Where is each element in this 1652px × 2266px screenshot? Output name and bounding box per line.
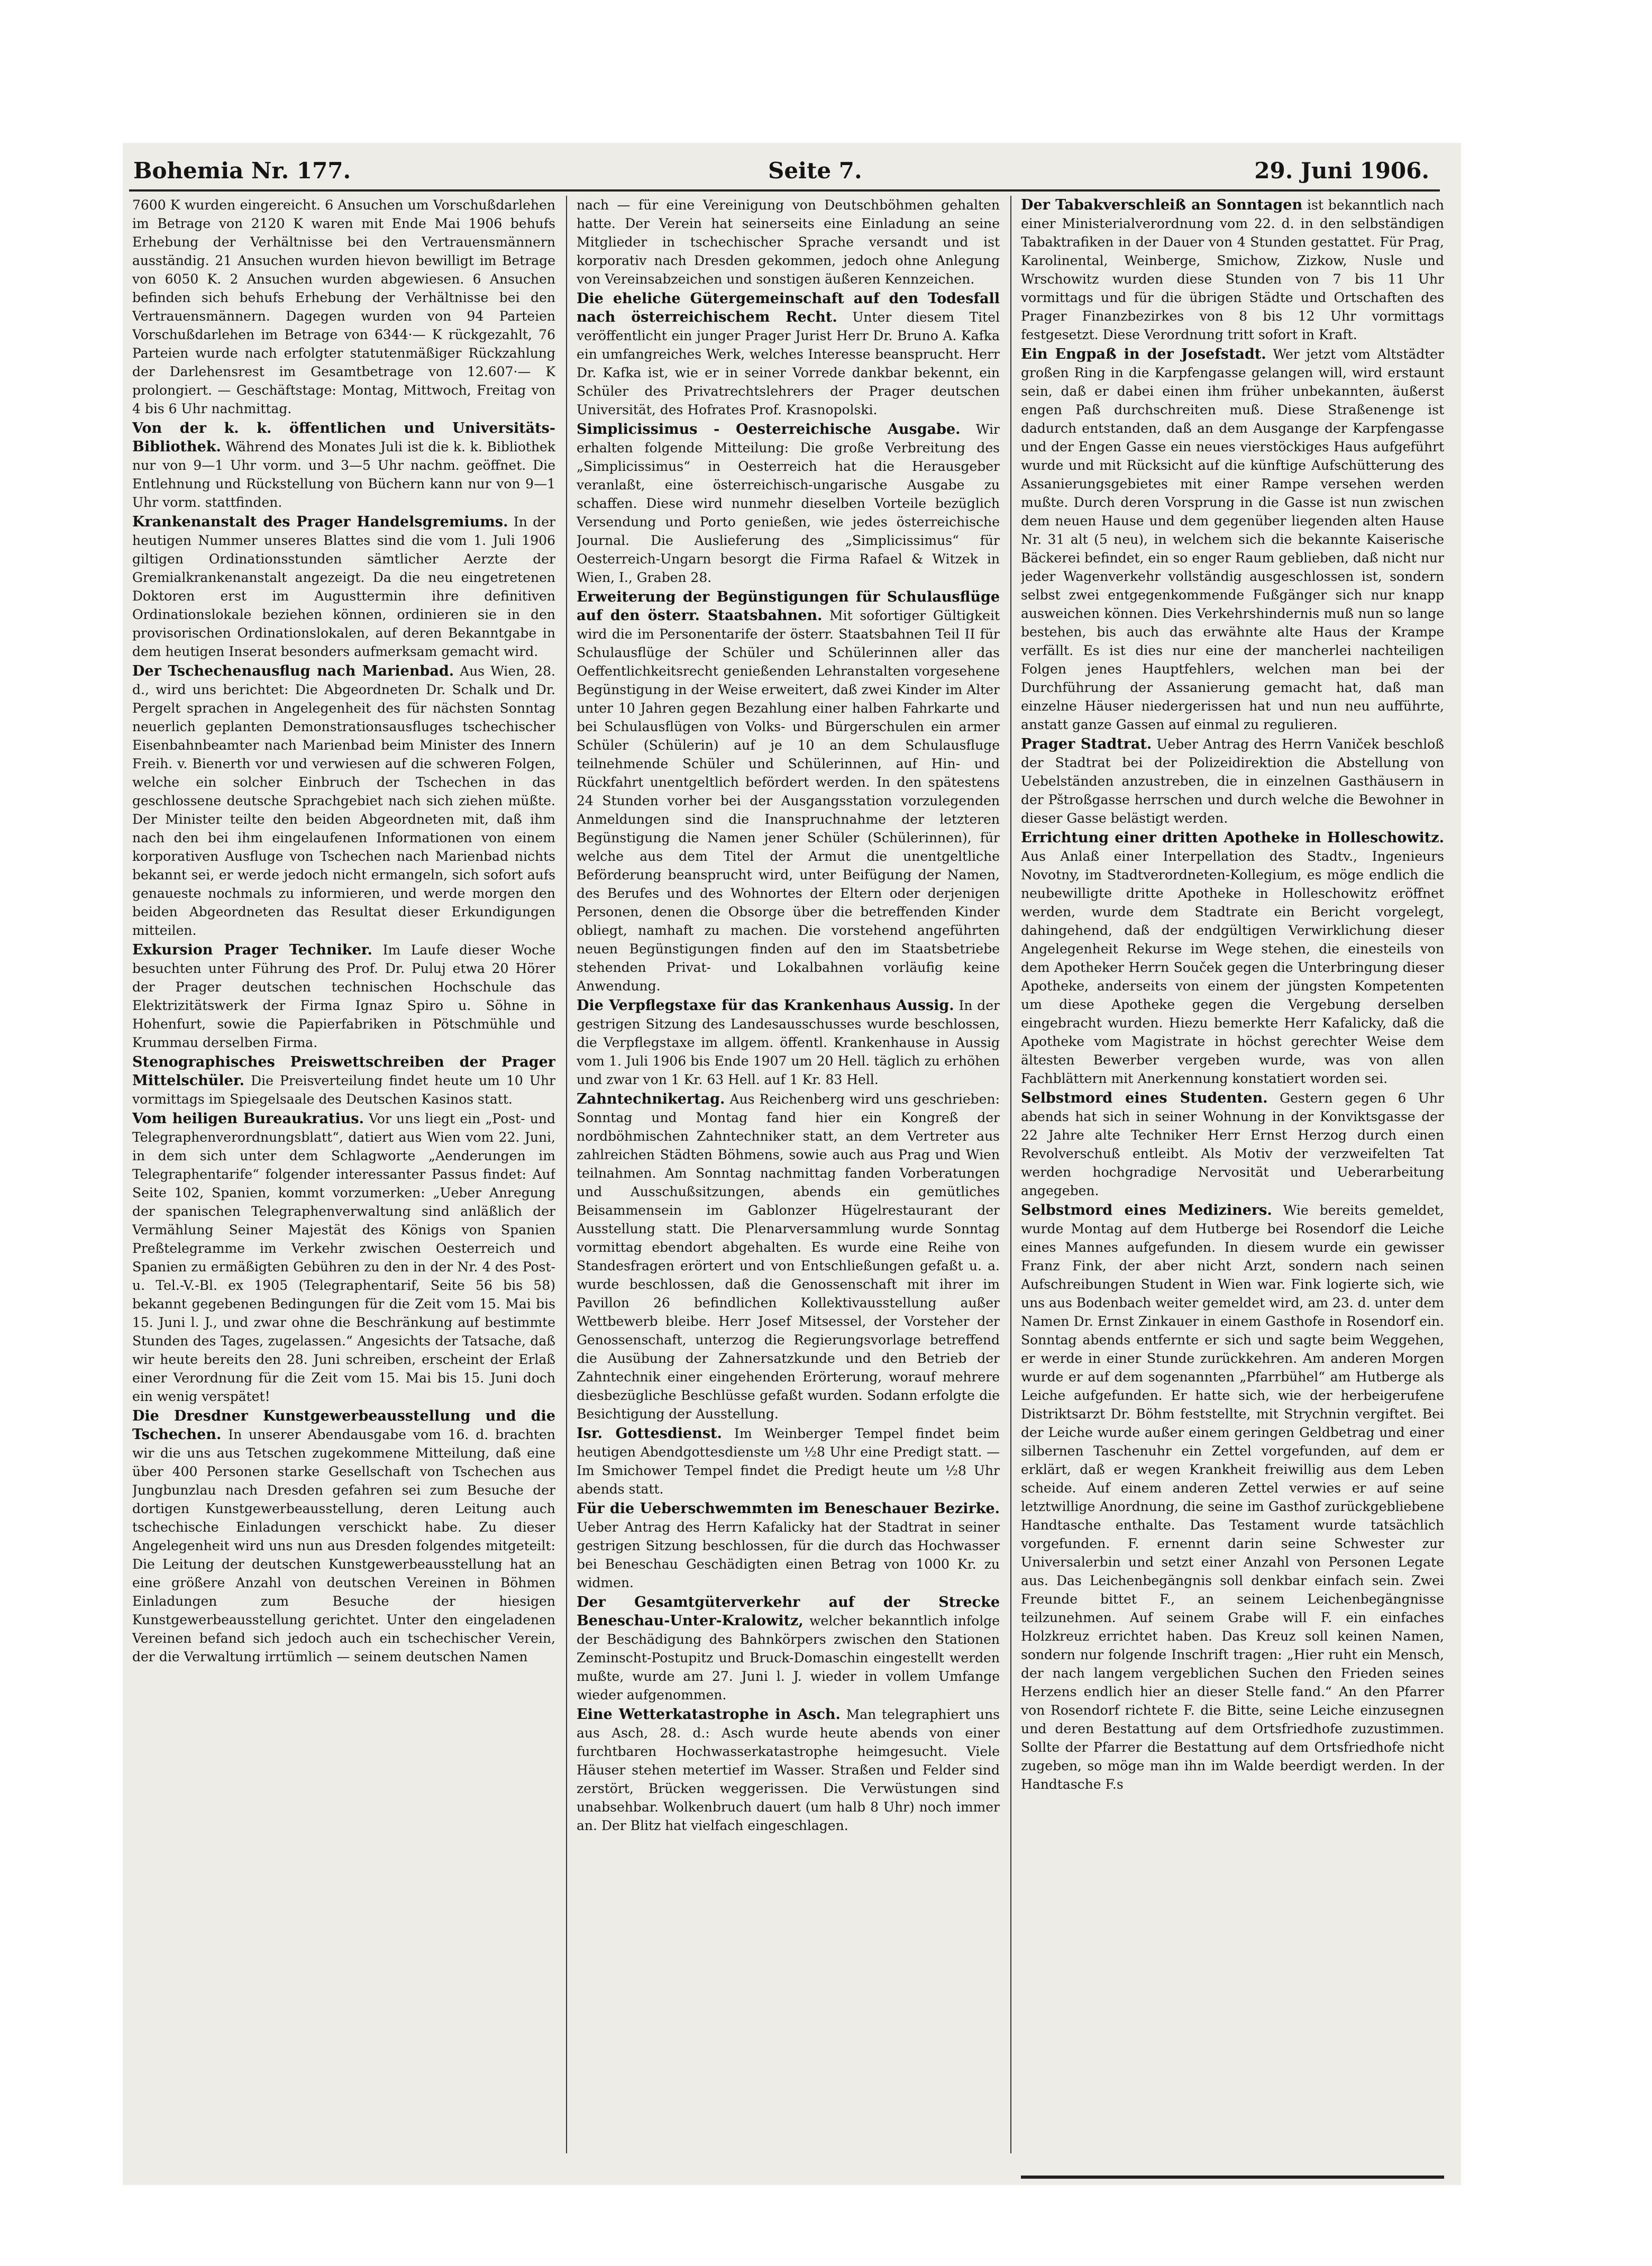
article <box>577 1424 1000 1498</box>
article-headline: Vom heiligen Bureaukratius. <box>132 1111 364 1127</box>
article <box>577 1090 1000 1423</box>
article-body: ist bekanntlich nach einer Ministerialverordnung vom 22. d. in den selbständigen Tabaktrafiken in der Dauer von 4 Stunden gestattet. Für Prag, Karolinental, Weinberge, Smichow, Zizkow, Nusle und Wrschowitz wurden diese Stunden von 7 bis 11 Uhr vormittags und für die übrigen Städte und Ortschaften des Prager Finanzbezirkes von 8 bis 12 Uhr vormittags festgesetzt. Diese Verordnung tritt sofort in Kraft. <box>1021 197 1444 342</box>
column-1 <box>132 196 555 2164</box>
article-body: In der heutigen Nummer unseres Blattes sind die vom 1. Juli 1906 giltigen Ordinationsstunden sämtlicher Aerzte der Gremialkrankenanstalt angezeigt. Da die neu eingetretenen Doktoren erst im Augusttermin ihre definitiven Ordinationslokale beziehen können, ordinieren sie in den provisorischen Ordinationslokalen, auf deren Bekanntgabe in dem heutigen Inserat besonders aufmerksam gemacht wird. <box>132 514 555 659</box>
article-paragraph <box>577 196 1000 288</box>
article-paragraph <box>577 1090 1000 1423</box>
article <box>1021 829 1444 1088</box>
article <box>1021 735 1444 827</box>
page-number: Seite 7. <box>768 158 862 184</box>
column-divider <box>1010 196 1011 2153</box>
article-body: Mit sofortiger Gültigkeit wird die im Personentarife der österr. Staatsbahnen Teil II für Schulausflüge der Schüler und Schülerinnen aller das Oeffentlichkeitsrecht genießenden Lehranstalten vorgesehene Begünstigung in der Weise erweitert, daß zwei Kinder im Alter unter 10 Jahren gegen Bezahlung einer halben Fahrkarte und bei Schulausflügen von Volks- und Bürgerschulen ein armer Schüler (Schülerin) auf je 10 an dem Schulausfluge teilnehmende Schüler und Schülerinnen, auf Hin- und Rückfahrt unentgeltlich befördert werden. In den spätestens 24 Stunden vorher bei der Ausgangsstation vorzulegenden Anmeldungen sind die Inanspruchnahme der letzteren Begünstigung die Namen jener Schüler (Schülerinnen), für welche aus dem Titel der Armut die unentgeltliche Beförderung beansprucht wird, unter Beifügung der Namen, des Berufes und des Wohnortes der Eltern oder derjenigen Personen, denen die Obsorge über die betreffenden Kinder obliegt, namhaft zu machen. Die vorstehend angeführten neuen Begünstigungen finden auf den im Staatsbetriebe stehenden Privat- und Lokalbahnen vorläufig keine Anwendung. <box>577 608 1000 994</box>
article-paragraph <box>1021 735 1444 827</box>
article-body: In unserer Abendausgabe vom 16. d. brachten wir die uns aus Tetschen zugekommene Mitteilung, daß eine über 400 Personen starke Gesellschaft von Tschechen aus Jungbunzlau nach Dresden gefahren sei zum Besuche der dortigen Kunstgewerbeausstellung, deren Leitung auch tschechische Einladungen verschickt habe. Zu dieser Angelegenheit wird uns nun aus Dresden folgendes mitgeteilt: Die Leitung der deutschen Kunstgewerbeausstellung hat an eine größere Anzahl von deutschen Vereinen in Böhmen Einladungen zum Besuche der hiesigen Kunstgewerbeausstellung gerichtet. Unter den eingeladenen Vereinen befand sich jedoch auch ein tschechischer Verein, der die Verwaltung irrtümlich — seinem deutschen Namen <box>132 1427 555 1664</box>
article <box>577 996 1000 1089</box>
article-body: welcher bekanntlich infolge der Beschädigung des Bahnkörpers zwischen den Stationen Zeminscht-Postupitz und Bruck-Domaschin eingestellt werden mußte, wurde am 27. Juni l. J. wieder in vollem Umfange wieder aufgenommen. <box>577 1613 1000 1703</box>
article-body: Ueber Antrag des Herrn Kafalicky hat der Stadtrat in seiner gestrigen Sitzung beschlossen, für die durch das Hochwasser bei Beneschau Geschädigten einen Betrag von 1000 Kr. zu widmen. <box>577 1519 1000 1590</box>
article <box>577 420 1000 587</box>
article <box>577 196 1000 288</box>
article-body: Wie bereits gemeldet, wurde Montag auf dem Hutberge bei Rosendorf die Leiche eines Mannes aufgefunden. In diesem wurde ein gewisser Franz Fink, der aber nicht Arzt, sondern nach seinen Aufschreibungen Student in Wien war. Fink logierte sich, wie uns aus Bodenbach weiter gemeldet wird, am 23. d. unter dem Namen Dr. Ernst Zinkauer in einem Gasthofe in Rosendorf ein. Sonntag abends entfernte er sich und sagte beim Weggehen, er werde in einer Stunde zurückkehren. Am anderen Morgen wurde er auf dem sogenannten „Pfarrbühel“ am Hutberge als Leiche aufgefunden. Er hatte sich, wie der herbeigerufene Distriktsarzt Dr. Böhm feststellte, mit Strychnin vergiftet. Bei der Leiche wurde außer einem geringen Geldbetrag und einer silbernen Taschenuhr ein Zettel vorgefunden, auf dem er erklärt, daß er wegen Krankheit freiwillig aus dem Leben scheide. Auf einem anderen Zettel verwies er auf seine letztwillige Anordnung, die seine im Gasthof zurückgebliebene Handtasche enthalte. Das Testament wurde tatsächlich vorgefunden. F. ernennt darin seine Schwester zur Universalerbin und setzt einer Anzahl von Personen Legate aus. Das Leichenbegängnis soll denkbar einfach sein. Zwei Freunde bittet F., an seinem Leichenbegängnisse teilzunehmen. Auf seinem Grabe will F. ein einfaches Holzkreuz errichtet haben. Das Kreuz soll keinen Namen, sondern nur folgende Inschrift tragen: „Hier ruht ein Mensch, der nach langem vergeblichen Suchen den Frieden seines Herzens endlich hier an dieser Stelle fand.“ An den Pfarrer von Rosendorf richtete F. die Bitte, seine Leiche einzusegnen und deren Bestattung auf dem Ortsfriedhofe zuzustimmen. Sollte der Pfarrer die Bestattung auf dem Ortsfriedhofe nicht zugeben, so möge man ihn im Walde beerdigt werden. In der Handtasche F.s <box>1021 1203 1444 1792</box>
column-3 <box>1021 196 1444 2164</box>
article-body: Gestern gegen 6 Uhr abends hat sich in seiner Wohnung in der Konviktsgasse der 22 Jahre alte Techniker Herr Ernst Herzog durch einen Revolverschuß entleibt. Als Motiv der verzweifelten Tat werden hochgradige Nervosität und Ueberarbeitung angegeben. <box>1021 1090 1444 1198</box>
article-headline: Stenographisches Preiswettschreiben der Prager Mittelschüler. <box>132 1054 555 1089</box>
article-headline: Für die Ueberschwemmten im Beneschauer Bezirke. <box>577 1500 1000 1517</box>
article-headline: Isr. Gottesdienst. <box>577 1425 722 1442</box>
article-headline: Von der k. k. öffentlichen und Universitäts-Bibliothek. <box>132 420 555 455</box>
article-body: Wer jetzt vom Altstädter großen Ring in die Karpfengasse gelangen will, wird erstaunt sein, daß er dabei einen ihm früher unbekannten, äußerst engen Paß durchschreiten muß. Diese Straßenenge ist dadurch entstanden, daß an dem Ausgange der Karpfengasse und der Engen Gasse ein neues vierstöckiges Haus aufgeführt wurde und mit Rücksicht auf die künftige Aufschütterung des Assanierungsgebietes mit einer Rampe versehen werden mußte. Durch deren Vorsprung in die Gasse ist nun zwischen dem neuen Hause und dem gegenüber liegenden alten Hause Nr. 31 alt (5 neu), in welchem sich die bekannte Kaiserische Bäckerei befindet, ein so enger Raum geblieben, daß nicht nur jeder Wagenverkehr vollständig ausgeschlossen ist, sondern selbst zwei entgegenkommende Fußgänger sich nur knapp ausweichen können. Dies Verkehrshindernis muß nun so lange bestehen, bis auch das erwähnte alte Haus der Krampe verfällt. Es ist dies nur eine der mancherlei nachteiligen Folgen jenes Hauptfehlers, welchen man bei der Durchführung der Assanierung gemacht hat, daß man einzelne Häuser niedergerissen hat und nun neu aufführte, anstatt ganze Gassen auf einmal zu regulieren. <box>1021 347 1444 732</box>
article-headline: Der Tabakverschleiß an Sonntagen <box>1021 197 1303 213</box>
article-paragraph <box>1021 196 1444 344</box>
article <box>577 1705 1000 1835</box>
article <box>1021 196 1444 344</box>
article <box>1021 1089 1444 1200</box>
article-headline: Exkursion Prager Techniker. <box>132 942 372 958</box>
article-headline: Erweiterung der Begünstigungen für Schulausflüge auf den österr. Staatsbahnen. <box>577 589 1000 624</box>
article-body: Man telegraphiert uns aus Asch, 28. d.: Asch wurde heute abends von einer furchtbaren Hochwasserkatastrophe heimgesucht. Viele Häuser stehen metertief im Wasser. Straßen und Felder sind zerstört, Brücken weggerissen. Die Verwüstungen sind unabsehbar. Wolkenbruch dauert (um halb 8 Uhr) noch immer an. Der Blitz hat vielfach eingeschlagen. <box>577 1707 1000 1833</box>
article-paragraph <box>132 1407 555 1666</box>
article-headline: Die eheliche Gütergemeinschaft auf den Todesfall nach österreichischem Recht. <box>577 290 1000 325</box>
article-paragraph <box>132 1109 555 1406</box>
article-paragraph <box>1021 1089 1444 1200</box>
article <box>132 662 555 940</box>
article-paragraph <box>1021 829 1444 1088</box>
page-header <box>123 152 1461 189</box>
article-body: 7600 K wurden eingereicht. 6 Ansuchen um Vorschußdarlehen im Betrage von 2120 K waren mit Ende Mai 1906 behufs Erhebung der Verhältnisse bei den Vertrauensmännern ausständig. 21 Ansuchen wurden hievon bewilligt im Betrage von 6050 K. 2 Ansuchen wurden abgewiesen. 6 Ansuchen befinden sich behufs Erhebung der Verhältnisse bei den Vertrauensmännern. Dagegen wurden von 94 Parteien Vorschußdarlehen im Betrage von 6344·— K rückgezahlt, 76 Parteien wurde nach erfolgter statutenmäßiger Rückzahlung der Darlehensrest im Gesamtbetrage von 12.607·— K prolongiert. — Geschäftstage: Montag, Mittwoch, Freitag von 4 bis 6 Uhr nachmittag. <box>132 197 555 416</box>
article-headline: Errichtung einer dritten Apotheke in Holleschowitz. <box>1021 830 1444 846</box>
article-paragraph <box>577 420 1000 587</box>
article-body: Vor uns liegt ein „Post- und Telegraphenverordnungsblatt“, datiert aus Wien vom 22. Juni, in dem sich unter dem Schlagworte „Aenderungen im Telegraphentarife“ folgender interessanter Passus findet: Auf Seite 102, Spanien, kommt vorzumerken: „Ueber Anregung der spanischen Telegraphenverwaltung sind anläßlich der Vermählung Seiner Majestät des Königs von Spanien Preßtelegramme im Verkehr zwischen Oesterreich und Spanien zu ermäßigten Gebühren zu den in der Nr. 4 des Post- u. Tel.-V.-Bl. ex 1905 (Telegraphentarif, Seite 56 bis 58) bekannt gegebenen Bedingungen für die Zeit vom 15. Mai bis 15. Juni l. J., und zwar ohne die Beschränkung auf bestimmte Stunden des Tages, zugelassen.“ Angesichts der Tatsache, daß wir heute bereits den 28. Juni schreiben, erscheint der Erlaß einer Verordnung für die Zeit vom 15. Mai bis 15. Juni doch ein wenig verspätet! <box>132 1111 555 1404</box>
article-paragraph <box>132 941 555 1052</box>
article-body: Aus Wien, 28. d., wird uns berichtet: Die Abgeordneten Dr. Schalk und Dr. Pergelt sprachen in Angelegenheit des für nächsten Sonntag neuerlich geplanten Demonstrationsausfluges tschechischer Eisenbahnbeamter nach Marienbad beim Minister des Innern Freih. v. Bienerth vor und verwiesen auf die schweren Folgen, welche ein solcher Einbruch der Tschechen in das geschlossene deutsche Sprachgebiet nach sich ziehen müßte. Der Minister teilte den beiden Abgeordneten mit, daß ihm nach den bei ihm eingelaufenen Informationen von einem korporativen Ausfluge von Tschechen nach Marienbad nichts bekannt sei, er werde jedoch nicht ermangeln, sich sofort aufs genaueste nochmals zu informieren, und werde morgen den beiden Abgeordneten das Resultat dieser Erkundigungen mitteilen. <box>132 663 555 938</box>
article-headline: Zahntechnikertag. <box>577 1091 725 1107</box>
article-paragraph <box>577 289 1000 419</box>
newspaper-page <box>123 143 1461 2185</box>
footer-rule <box>1021 2176 1444 2179</box>
article <box>132 1109 555 1406</box>
article-headline: Eine Wetterkatastrophe in Asch. <box>577 1706 841 1723</box>
article-paragraph <box>577 588 1000 995</box>
article <box>577 588 1000 995</box>
article-headline: Die Verpflegstaxe für das Krankenhaus Aussig. <box>577 997 954 1014</box>
article-paragraph <box>132 513 555 661</box>
article-body: Aus Reichenberg wird uns geschrieben: Sonntag und Montag fand hier ein Kongreß der nordböhmischen Zahntechniker statt, an dem Vertreter aus zahlreichen Städten Böhmens, sowie auch aus Prag und Wien teilnahmen. Am Sonntag nachmittag fanden Vorberatungen und Ausschußsitzungen, abends ein gemütliches Beisammensein im Gablonzer Hügelrestaurant der Ausstellung statt. Die Plenarversammlung wurde Sonntag vormittag ebendort abgehalten. Es wurde eine Reihe von Standesfragen erörtert und von Entschließungen gefaßt u. a. wurde beschlossen, daß die Genossenschaft mit ihrer im Pavillon 26 befindlichen Kollektivausstellung außer Wettbewerb bleibe. Herr Josef Mitsessel, der Vorsteher der Genossenschaft, unterzog die Regierungsvorlage betreffend die Ausübung der Zahnersatzkunde und den Betrieb der Zahntechnik einer eingehenden Erörterung, worauf mehrere diesbezügliche Beschlüsse gefaßt wurden. Sodann erfolgte die Besichtigung der Ausstellung. <box>577 1091 1000 1422</box>
article-paragraph <box>132 1053 555 1108</box>
article-body: In der gestrigen Sitzung des Landesausschusses wurde beschlossen, die Verpflegstaxe im allgem. öffentl. Krankenhause in Aussig vom 1. Juli 1906 bis Ende 1907 um 20 Hell. täglich zu erhöhen und zwar von 1 Kr. 63 Hell. auf 1 Kr. 83 Hell. <box>577 998 1000 1087</box>
column-divider <box>566 196 567 2153</box>
article <box>132 1053 555 1108</box>
article <box>577 1499 1000 1592</box>
masthead-issue: Bohemia Nr. 177. <box>133 158 351 184</box>
article-body: Aus Anlaß einer Interpellation des Stadtv., Ingenieurs Novotny, im Stadtverordneten-Kollegium, es möge endlich die neubewilligte dritte Apotheke in Holleschowitz eröffnet werden, wurde dem Stadtrate ein Bericht vorgelegt, dahingehend, daß der endgültigen Verwirklichung dieser Angelegenheit Rekurse im Wege stehen, die einesteils von dem Apotheker Herrn Souček gegen die Unterbringung dieser Apotheke, anderseits von einem der jüngsten Kompetenten um diese Apotheke gegen die Vergebung derselben eingebracht wurden. Hiezu bemerkte Herr Kafalicky, daß die Apotheke vom Magistrate in höchst gerechter Weise dem ältesten Bewerber vergeben wurde, was von allen Fachblättern mit Anerkennung konstatiert worden sei. <box>1021 849 1444 1086</box>
article-headline: Krankenanstalt des Prager Handelsgremiums. <box>132 514 508 530</box>
article-headline: Der Gesamtgüterverkehr auf der Strecke Beneschau-Unter-Kralowitz, <box>577 1594 1000 1629</box>
article-headline: Simplicissimus - Oesterreichische Ausgabe. <box>577 421 961 438</box>
article-headline: Selbstmord eines Mediziners. <box>1021 1202 1272 1218</box>
article-headline: Die Dresdner Kunstgewerbeausstellung und die Tschechen. <box>132 1408 555 1443</box>
article <box>1021 345 1444 734</box>
article-paragraph <box>577 1705 1000 1835</box>
article <box>132 196 555 418</box>
article-body: Im Laufe dieser Woche besuchten unter Führung des Prof. Dr. Puluj etwa 20 Hörer der Prager deutschen technischen Hochschule das Elektrizitätswerk der Firma Ignaz Spiro u. Söhne in Hohenfurt, sowie die Papierfabriken in Pötschmühle und Krummau derselben Firma. <box>132 942 555 1050</box>
issue-date: 29. Juni 1906. <box>1254 158 1429 184</box>
article-body: nach — für eine Vereinigung von Deutschböhmen gehalten hatte. Der Verein hat seinerseits eine Einladung an seine Mitglieder in tschechischer Sprache versandt und ist korporativ nach Dresden gekommen, jedoch ohne Anlegung von Vereinsabzeichen und sonstigen äußeren Kennzeichen. <box>577 197 1000 287</box>
article-headline: Ein Engpaß in der Josefstadt. <box>1021 346 1266 362</box>
article-paragraph <box>132 662 555 940</box>
column-2 <box>577 196 1000 2164</box>
article-paragraph <box>577 996 1000 1089</box>
article <box>132 941 555 1052</box>
article-paragraph <box>577 1424 1000 1498</box>
article-body: Im Weinberger Tempel findet beim heutigen Abendgottesdienste um ½8 Uhr eine Predigt statt. — Im Smichower Tempel findet die Predigt heute um ½8 Uhr abends statt. <box>577 1426 1000 1497</box>
article-headline: Der Tschechenausflug nach Marienbad. <box>132 663 454 679</box>
article <box>132 1407 555 1666</box>
header-rule <box>129 189 1440 192</box>
article <box>1021 1201 1444 1794</box>
article <box>577 289 1000 419</box>
article-headline: Selbstmord eines Studenten. <box>1021 1090 1268 1106</box>
article-body: Die Preisverteilung findet heute um 10 Uhr vormittags im Spiegelsaale des Deutschen Kasinos statt. <box>132 1073 555 1107</box>
article-paragraph <box>1021 345 1444 734</box>
article-paragraph <box>132 196 555 418</box>
article-paragraph <box>577 1499 1000 1592</box>
article-body: Während des Monates Juli ist die k. k. Bibliothek nur von 9—1 Uhr vorm. und 3—5 Uhr nachm. geöffnet. Die Entlehnung und Rückstellung von Büchern kann nur von 9—1 Uhr vorm. stattfinden. <box>132 439 555 510</box>
article-body: Wir erhalten folgende Mitteilung: Die große Verbreitung des „Simplicissimus“ in Oesterreich hat die Herausgeber veranlaßt, eine österreichisch-ungarische Ausgabe zu schaffen. Diese wird nunmehr dieselben Vorteile bezüglich Versendung und Porto genießen, wie jedes österreichische Journal. Die Auslieferung des „Simplicissimus“ für Oesterreich-Ungarn besorgt die Firma Rafael & Witzek in Wien, I., Graben 28. <box>577 422 1000 585</box>
article-paragraph <box>1021 1201 1444 1794</box>
article <box>577 1593 1000 1704</box>
article-headline: Prager Stadtrat. <box>1021 736 1152 752</box>
article-paragraph <box>577 1593 1000 1704</box>
article-body: Ueber Antrag des Herrn Vaniček beschloß der Stadtrat bei der Polizeidirektion die Abstellung von Uebelständen anzustreben, die in einzelnen Gasthäusern in der Pštroßgasse herrschen und durch welche die Bewohner in dieser Gasse belästigt werden. <box>1021 736 1444 826</box>
article <box>132 419 555 512</box>
article-paragraph <box>132 419 555 512</box>
article-body: Unter diesem Titel veröffentlicht ein junger Prager Jurist Herr Dr. Bruno A. Kafka ein umfangreiches Werk, welches Interesse beansprucht. Herr Dr. Kafka ist, wie er in seiner Vorrede dankbar bekennt, ein Schüler des Privatrechtslehrers der Prager deutschen Universität, des Hofrates Prof. Krasnopolski. <box>577 310 1000 417</box>
article <box>132 513 555 661</box>
